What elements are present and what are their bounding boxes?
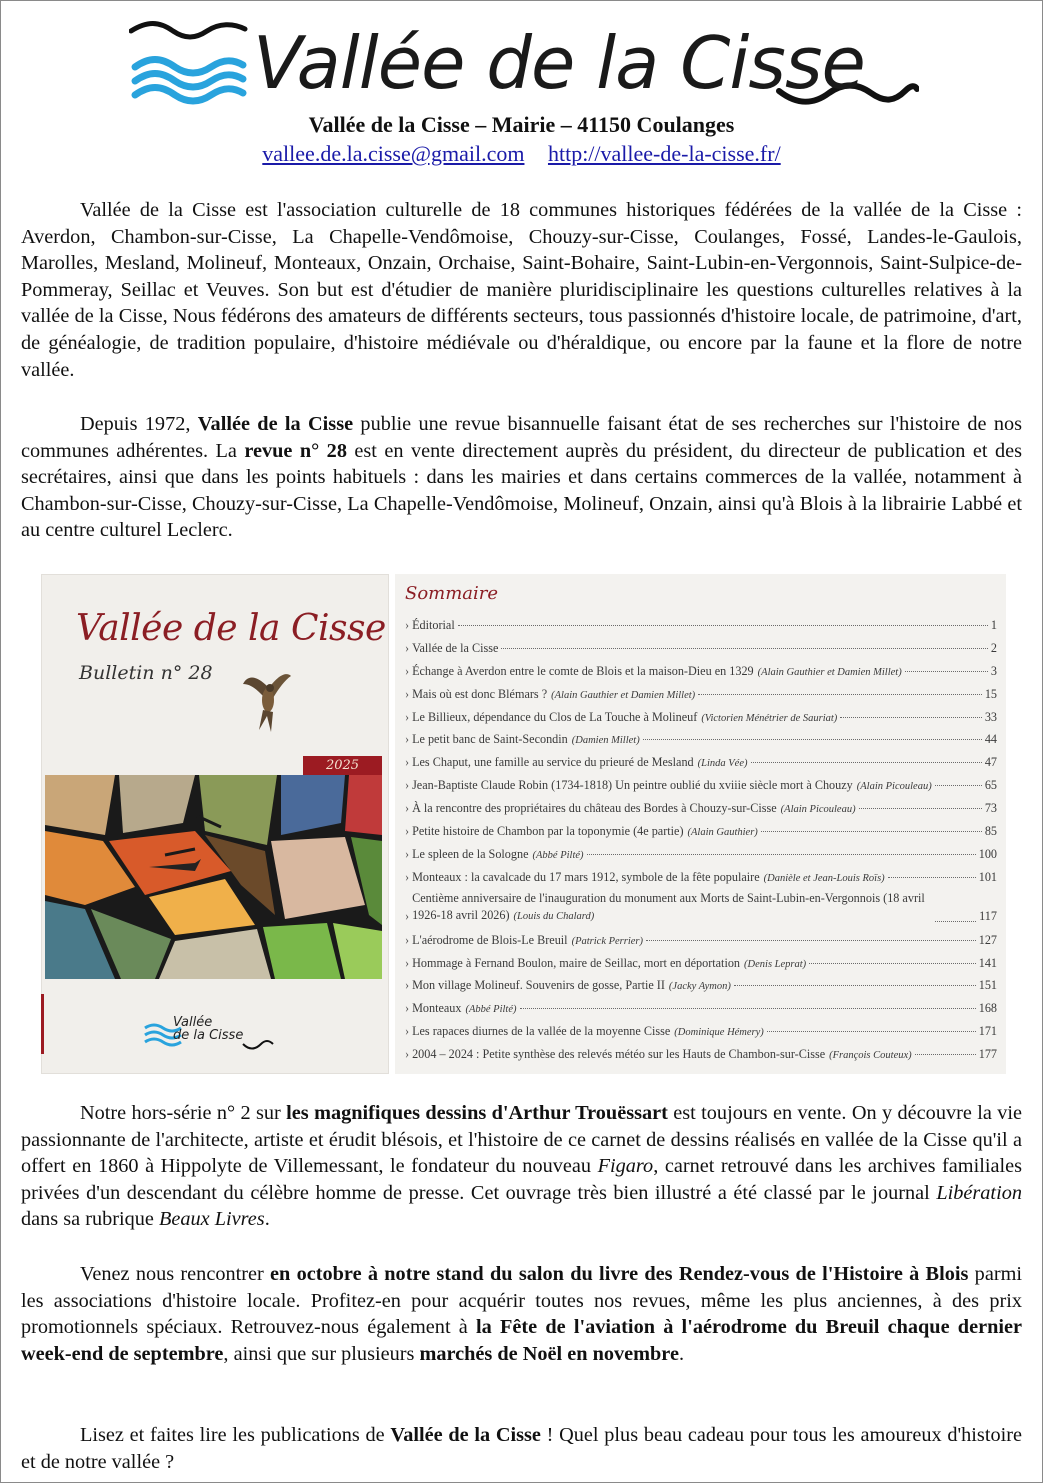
toc-leader-dots [643, 739, 982, 740]
cover-mini-logo-text [173, 1016, 243, 1042]
chevron-right-icon: › [405, 801, 410, 816]
toc-leader-dots [935, 921, 976, 922]
toc-item-author: (Victorien Ménétrier de Sauriat) [701, 712, 838, 724]
toc-item-page: 127 [978, 932, 997, 947]
chevron-right-icon: › [405, 869, 410, 884]
toc-item-text: Éditorial [412, 618, 455, 632]
chevron-right-icon: › [405, 732, 410, 747]
toc-item-text: Les rapaces diurnes de la vallée de la moyenne Cisse [412, 1024, 671, 1039]
toc-item-title [412, 614, 455, 637]
toc-item-title [412, 890, 932, 925]
toc-item-author: (Alain Gauthier et Damien Millet) [551, 689, 696, 701]
toc-item-page: 151 [978, 978, 997, 993]
toc-item [405, 1020, 997, 1043]
toc-item [405, 774, 997, 797]
toc-item-page: 65 [984, 778, 997, 793]
toc-item-author: (Abbé Pilté) [532, 849, 584, 861]
text-span: est toujours en vente. On y découvre la vie passionnante de l'architecte, artiste et érudit blésois, et l'histoire de ce carnet de dessins réalisés en vallée de la Cisse qu'il a offert en 1860 à Hippolyte de Villemessant, le fondateur du nouveau [21, 1102, 1022, 1178]
cover-title: Vallée de la Cisse [76, 608, 386, 649]
toc-item [405, 997, 997, 1020]
toc-item-author: (Damien Millet) [571, 735, 640, 747]
toc-leader-dots [767, 1031, 976, 1032]
toc-item-author: (Louis du Chalard) [513, 910, 595, 922]
toc-item-page: 2 [990, 640, 997, 655]
toc-item-page: 1 [990, 618, 997, 632]
toc-item-page: 141 [978, 955, 997, 970]
toc-item-title [412, 728, 640, 753]
toc-item-title [412, 660, 902, 685]
toc-leader-dots [698, 694, 982, 695]
toc-leader-dots [501, 648, 988, 649]
toc-item [405, 637, 997, 660]
bold-span: Vallée de la Cisse [197, 413, 354, 435]
italic-span: Figaro [597, 1155, 654, 1178]
text-span: ! Quel plus beau cadeau pour tous les amoureux d'histoire et de notre vallée ? [21, 1424, 1022, 1473]
chevron-right-icon: › [405, 1047, 410, 1062]
email-link[interactable]: vallee.de.la.cisse@gmail.com [262, 141, 525, 166]
address-line: Vallée de la Cisse – Mairie – 41150 Coulanges [308, 112, 735, 137]
toc-leader-dots [646, 940, 976, 941]
toc-item-page: 33 [984, 709, 997, 724]
toc-item-text: Le petit banc de Saint-Secondin [412, 732, 568, 747]
toc-leader-dots [859, 808, 982, 809]
toc-item-text: Monteaux : la cavalcade du 17 mars 1912, symbole de la fête populaire [412, 869, 760, 884]
bold-span: en octobre à notre stand du salon du livre des Rendez-vous de l'Histoire à Blois [270, 1263, 969, 1285]
text-span: publie une revue bisannuelle faisant état de ses recherches sur l'histoire de nos communes adhérentes. La [21, 413, 1022, 462]
toc-item [405, 706, 997, 729]
mini-logo-line2: de la Cisse [173, 1028, 244, 1043]
toc-item-page: 47 [984, 755, 997, 770]
toc-item-author: (Alain Picouleau) [856, 781, 932, 793]
text-span: . [264, 1208, 270, 1231]
paragraph-intro: Vallée de la Cisse est l'association culturelle de 18 communes historiques fédérées de la vallée de la Cisse : Averdon, Chambon-sur-Cisse, La Chapelle-Vendômoise, Chouzy-sur-Cisse, Coulanges, Fossé, Landes-le-Gaulois, Marolles, Mesland, Molineuf, Monteaux, Onzain, Orchaise, Saint-Bohaire, Saint-Lubin-en-Vergonnois, Saint-Sulpice-de-Pommeray, Seillac et Veuves. Son but est d'étudier de manière pluridisciplinaire les questions culturelles relatives à la vallée de la Cisse, Nous fédérons des amateurs de différents secteurs, tous passionnés d'histoire locale, de patrimoine, d'art, de généalogie, de tradition populaire, d'histoire médiévale ou d'héraldique, ou encore par la faune et la flore de notre vallée. [21, 199, 1022, 381]
chevron-right-icon: › [405, 618, 410, 632]
sommaire-list [405, 614, 997, 1066]
toc-item [405, 866, 997, 889]
toc-leader-dots [751, 762, 982, 763]
chevron-right-icon: › [405, 640, 410, 655]
toc-item-text: 2004 – 2024 : Petite synthèse des relevés météo sur les Hauts de Chambon-sur-Cisse [412, 1047, 826, 1062]
toc-item-text: Le spleen de la Sologne [412, 846, 529, 861]
toc-item [405, 952, 997, 975]
toc-item [405, 929, 997, 952]
chevron-right-icon: › [405, 1001, 410, 1016]
toc-item [405, 974, 997, 997]
toc-item-page: 73 [984, 801, 997, 816]
toc-item-text: L'aérodrome de Blois-Le Breuil [412, 932, 568, 947]
toc-item [405, 614, 997, 637]
chevron-right-icon: › [405, 686, 410, 701]
paragraph-closing [21, 1422, 1022, 1475]
toc-item-page: 177 [978, 1047, 997, 1062]
text-span: , ainsi que sur plusieurs [223, 1342, 420, 1365]
toc-item-author: (Denis Leprat) [744, 958, 807, 970]
bold-span: Vallée de la Cisse [390, 1424, 541, 1446]
text-span: dans sa rubrique [21, 1208, 159, 1231]
bold-span: les magnifiques dessins d'Arthur Trouëssart [286, 1102, 668, 1124]
bold-span: la Fête de l'aviation à l'aérodrome du Breuil chaque dernier week-end de septembre [21, 1316, 1022, 1365]
toc-item-title [412, 952, 806, 977]
toc-item-title [412, 843, 583, 868]
toc-item [405, 728, 997, 751]
logo-title: Vallée de la Cisse [253, 21, 865, 105]
toc-item-text: Mais où est donc Blémars ? [412, 686, 548, 701]
toc-item-title [412, 797, 856, 822]
toc-leader-dots [458, 625, 988, 626]
toc-item-author: (Alain Gauthier) [687, 827, 758, 839]
toc-item-text: Jean-Baptiste Claude Robin (1734-1818) Un peintre oublié du xviiie siècle mort à Chouzy [412, 778, 853, 793]
contact-links [1, 139, 1042, 169]
toc-item [405, 889, 997, 929]
toc-item-title [412, 706, 837, 731]
toc-leader-dots [761, 831, 982, 832]
chevron-right-icon: › [405, 846, 410, 861]
chevron-right-icon: › [405, 824, 410, 839]
toc-item [405, 683, 997, 706]
toc-item-text: Petite histoire de Chambon par la toponymie (4e partie) [412, 824, 684, 839]
toc-item-text: Mon village Molineuf. Souvenirs de gosse, Partie II [412, 978, 665, 993]
paragraph-revue [21, 411, 1022, 544]
toc-item-text: Les Chaput, une famille au service du prieuré de Mesland [412, 755, 694, 770]
toc-item-title [412, 1020, 764, 1045]
chevron-right-icon: › [405, 709, 410, 724]
toc-item-title [412, 866, 885, 891]
toc-leader-dots [587, 854, 976, 855]
toc-item-page: 171 [978, 1024, 997, 1039]
toc-item-author: (Abbé Pilté) [465, 1004, 517, 1016]
cover-subtitle: Bulletin n° 28 [79, 662, 213, 684]
toc-item [405, 820, 997, 843]
italic-span: Libération [936, 1181, 1022, 1204]
toc-item-page: 85 [984, 824, 997, 839]
toc-item-page: 44 [984, 732, 997, 747]
text-span: est en vente directement auprès du président, du directeur de publication et des secrétaires, ainsi que dans les points habituels : dans les mairies et dans certains commerces de la vallée, notamment à Chambon-sur-Cisse, Chouzy-sur-Cisse, La Chapelle-Vendômoise, Molineuf, Onzain, ainsi qu'à Blois à la librairie Labbé et au centre culturel Leclerc. [21, 439, 1022, 542]
text-span: Venez nous rencontrer [80, 1263, 271, 1285]
chevron-right-icon: › [405, 908, 410, 923]
toc-item-text: Le Billieux, dépendance du Clos de La Touche à Molineuf [412, 709, 698, 724]
toc-item-author: (Linda Vée) [697, 758, 748, 770]
toc-item-text: Vallée de la Cisse [412, 640, 499, 655]
paragraph-hors-serie [21, 1100, 1022, 1233]
toc-item [405, 797, 997, 820]
toc-item-author: (Alain Gauthier et Damien Millet) [757, 666, 902, 678]
cover-year-badge: 2025 [303, 756, 382, 775]
toc-item-title [412, 751, 747, 776]
toc-item-page: 3 [990, 663, 997, 678]
toc-item-title [412, 1043, 912, 1068]
toc-item-page: 168 [978, 1001, 997, 1016]
toc-item-text: Hommage à Fernand Boulon, maire de Seillac, mort en déportation [412, 955, 741, 970]
paragraph-rencontre [21, 1261, 1022, 1367]
bold-span: revue n° 28 [244, 439, 347, 462]
toc-item-author: (Dominique Hémery) [674, 1027, 764, 1039]
toc-item-page: 101 [978, 869, 997, 884]
toc-leader-dots [809, 963, 976, 964]
text-span: , carnet retrouvé dans les archives familiales privées d'un descendant du célèbre homme de presse. Cet ouvrage très bien illustré a été classé par le journal [21, 1155, 1022, 1204]
toc-item-text: Centième anniversaire de l'inauguration du monument aux Morts de Saint-Lubin-en-Vergonnois (18 avril 1926-18 avril 2026) [412, 890, 925, 922]
toc-item-text: À la rencontre des propriétaires du château des Bordes à Chouzy-sur-Cisse [412, 801, 777, 816]
chevron-right-icon: › [405, 978, 410, 993]
website-link[interactable]: http://vallee-de-la-cisse.fr/ [547, 141, 781, 166]
toc-leader-dots [734, 985, 976, 986]
toc-item-title [412, 974, 731, 999]
sommaire-panel [395, 574, 1006, 1074]
toc-item-title [412, 929, 643, 954]
bird-of-prey-icon [241, 666, 293, 736]
toc-leader-dots [840, 717, 982, 718]
chevron-right-icon: › [405, 778, 410, 793]
text-span: Lisez et faites lire les publications de [80, 1424, 391, 1446]
italic-span: Beaux Livres [159, 1208, 265, 1231]
chevron-right-icon: › [405, 663, 410, 678]
toc-item-text: Échange à Averdon entre le comte de Blois et la maison-Dieu en 1329 [412, 663, 754, 678]
cover-edge-stripe [41, 994, 44, 1054]
toc-item-title [412, 997, 516, 1022]
toc-item-author: (François Couteux) [829, 1050, 912, 1062]
chevron-right-icon: › [405, 955, 410, 970]
sommaire-title: Sommaire [405, 583, 499, 604]
bold-span: marchés de Noël en novembre [419, 1342, 679, 1365]
toc-item-page: 117 [979, 908, 997, 923]
toc-item-page: 100 [978, 846, 997, 861]
bulletin-cover-image [41, 574, 389, 1074]
text-span: Depuis 1972, [80, 413, 198, 435]
toc-item-title [412, 637, 498, 660]
toc-item [405, 1043, 997, 1066]
toc-leader-dots [915, 1054, 976, 1055]
toc-item-title [412, 683, 695, 708]
chevron-right-icon: › [405, 1024, 410, 1039]
text-span: . [678, 1342, 685, 1365]
toc-leader-dots [935, 785, 982, 786]
toc-item [405, 843, 997, 866]
toc-leader-dots [888, 877, 976, 878]
chevron-right-icon: › [405, 755, 410, 770]
toc-item-title [412, 774, 932, 799]
text-span: parmi les associations d'histoire locale. Profitez-en pour acquérir toutes nos revues, même les plus anciennes, à des prix promotionnels spéciaux. Retrouvez-nous également à [21, 1263, 1022, 1339]
toc-item-text: Monteaux [412, 1001, 462, 1016]
text-span: Notre hors-série n° 2 sur [80, 1102, 287, 1124]
toc-leader-dots [520, 1008, 976, 1009]
toc-item-title [412, 820, 758, 845]
logo [129, 19, 919, 111]
toc-item-page: 15 [984, 686, 997, 701]
stained-glass-artwork [45, 775, 382, 979]
toc-item-author: (Jacky Aymon) [668, 981, 731, 993]
toc-item [405, 751, 997, 774]
toc-item-author: (Danièle et Jean-Louis Roïs) [763, 872, 885, 884]
chevron-right-icon: › [405, 932, 410, 947]
toc-item-author: (Alain Picouleau) [780, 804, 856, 816]
toc-item-author: (Patrick Perrier) [571, 935, 644, 947]
toc-item [405, 660, 997, 683]
toc-leader-dots [905, 671, 988, 672]
mini-logo-line1: Vallée [173, 1015, 213, 1030]
